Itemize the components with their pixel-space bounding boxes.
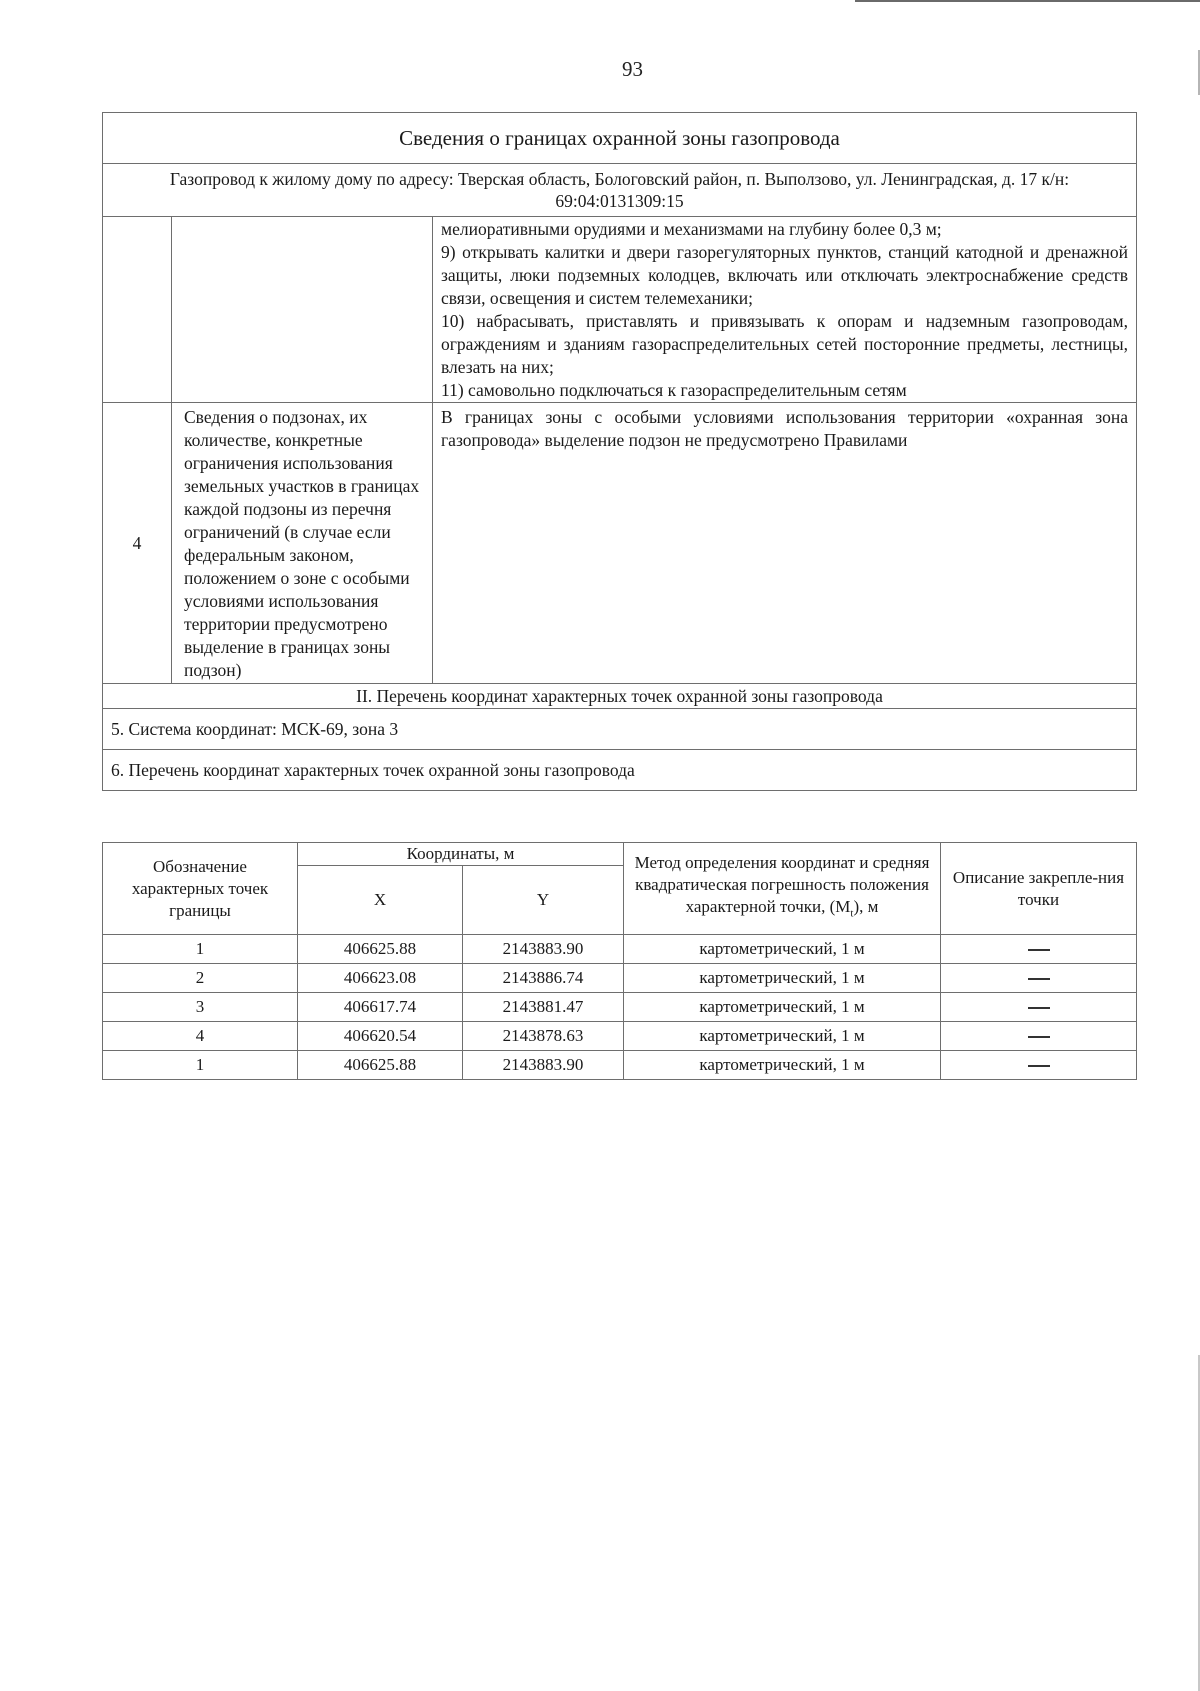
restriction-item: мелиоративными орудиями и механизмами на глубину более 0,3 м; <box>441 219 942 239</box>
cell-y: 2143883.90 <box>463 1051 624 1080</box>
coord-system-row <box>103 709 1137 750</box>
header-method-end: ), м <box>853 897 879 917</box>
subzones-label: Сведения о подзонах, их количестве, конкретные ограничения использования земельных участков в границах каждой подзоны из перечня ограничений (в случае если федеральным законом, положением о зоне с особыми условиями использования территории предусмотрено выделение в границах зоны подзон) <box>172 403 433 684</box>
title-row <box>103 113 1137 164</box>
cell-point: 2 <box>103 964 298 993</box>
cell-method: картометрический, 1 м <box>624 964 941 993</box>
page-number: 93 <box>622 57 643 81</box>
header-coordinates: Координаты, м <box>298 843 624 866</box>
object-address: Газопровод к жилому дому по адресу: Тверская область, Бологовский район, п. Выползово, ул. Ленинградская, д. 17 к/н: 69:04:0131309:15 <box>103 164 1137 217</box>
cell-point: 1 <box>103 935 298 964</box>
zone-info-table <box>102 112 1137 791</box>
coordinates-table <box>102 842 1137 1080</box>
cell-x: 406623.08 <box>298 964 463 993</box>
header-y: Y <box>463 866 624 935</box>
address-row <box>103 164 1137 217</box>
cell-x: 406625.88 <box>298 1051 463 1080</box>
subzones-value-text: В границах зоны с особыми условиями использования территории «охранная зона газопровода» выделение подзон не предусмотрено Правилами <box>441 407 1128 450</box>
dash-icon <box>1028 978 1050 980</box>
cell-point: 1 <box>103 1051 298 1080</box>
section2-title-row <box>103 684 1137 709</box>
cell-x: 406625.88 <box>298 935 463 964</box>
table-row <box>103 1022 1137 1051</box>
cell-description <box>941 1022 1137 1051</box>
coords-header-row-1 <box>103 843 1137 866</box>
cell-y: 2143881.47 <box>463 993 624 1022</box>
header-method-text: Метод определения координат и средняя квадратическая погрешность положения характерной точки, (M <box>634 853 930 917</box>
dash-icon <box>1028 1036 1050 1038</box>
cell-y: 2143883.90 <box>463 935 624 964</box>
header-description: Описание закрепле-ния точки <box>941 843 1137 935</box>
header-method <box>624 843 941 935</box>
table-row <box>103 1051 1137 1080</box>
section2-title: II. Перечень координат характерных точек охранной зоны газопровода <box>103 684 1137 709</box>
coord-system: 5. Система координат: МСК-69, зона 3 <box>103 709 1137 750</box>
dash-icon <box>1028 1065 1050 1067</box>
table-row <box>103 993 1137 1022</box>
cell-method: картометрический, 1 м <box>624 1022 941 1051</box>
scan-edge-top <box>855 0 1200 2</box>
restriction-item: 10) набрасывать, приставлять и привязывать к опорам и надземным газопроводам, ограждениям и зданиям газораспределительных сетей посторонние предметы, лестницы, влезать на них; <box>441 311 1128 377</box>
subzones-row <box>103 403 1137 684</box>
subzones-value <box>433 403 1137 684</box>
coord-list-title-row <box>103 750 1137 791</box>
coord-list-title: 6. Перечень координат характерных точек охранной зоны газопровода <box>103 750 1137 791</box>
cell-description <box>941 935 1137 964</box>
table-row <box>103 964 1137 993</box>
restriction-item: 11) самовольно подключаться к газораспределительным сетям <box>441 380 907 400</box>
cell-x: 406620.54 <box>298 1022 463 1051</box>
cell-y: 2143886.74 <box>463 964 624 993</box>
header-method-subscript: t <box>850 907 854 920</box>
dash-icon <box>1028 949 1050 951</box>
row-label-empty <box>172 217 433 403</box>
cell-y: 2143878.63 <box>463 1022 624 1051</box>
dash-icon <box>1028 1007 1050 1009</box>
cell-description <box>941 993 1137 1022</box>
document-title: Сведения о границах охранной зоны газопровода <box>103 113 1137 164</box>
restrictions-list <box>433 217 1137 403</box>
row-number: 4 <box>103 403 172 684</box>
cell-description <box>941 1051 1137 1080</box>
header-point: Обозначение характерных точек границы <box>103 843 298 935</box>
cell-description <box>941 964 1137 993</box>
cell-point: 3 <box>103 993 298 1022</box>
restrictions-continued-row <box>103 217 1137 403</box>
table-row <box>103 935 1137 964</box>
cell-method: картометрический, 1 м <box>624 993 941 1022</box>
restriction-item: 9) открывать калитки и двери газорегуляторных пунктов, станций катодной и дренажной защиты, люки подземных колодцев, включать или отключать электроснабжение средств связи, освещения и систем телемеханики; <box>441 242 1128 308</box>
cell-method: картометрический, 1 м <box>624 1051 941 1080</box>
cell-method: картометрический, 1 м <box>624 935 941 964</box>
cell-point: 4 <box>103 1022 298 1051</box>
header-x: X <box>298 866 463 935</box>
row-number-empty <box>103 217 172 403</box>
cell-x: 406617.74 <box>298 993 463 1022</box>
